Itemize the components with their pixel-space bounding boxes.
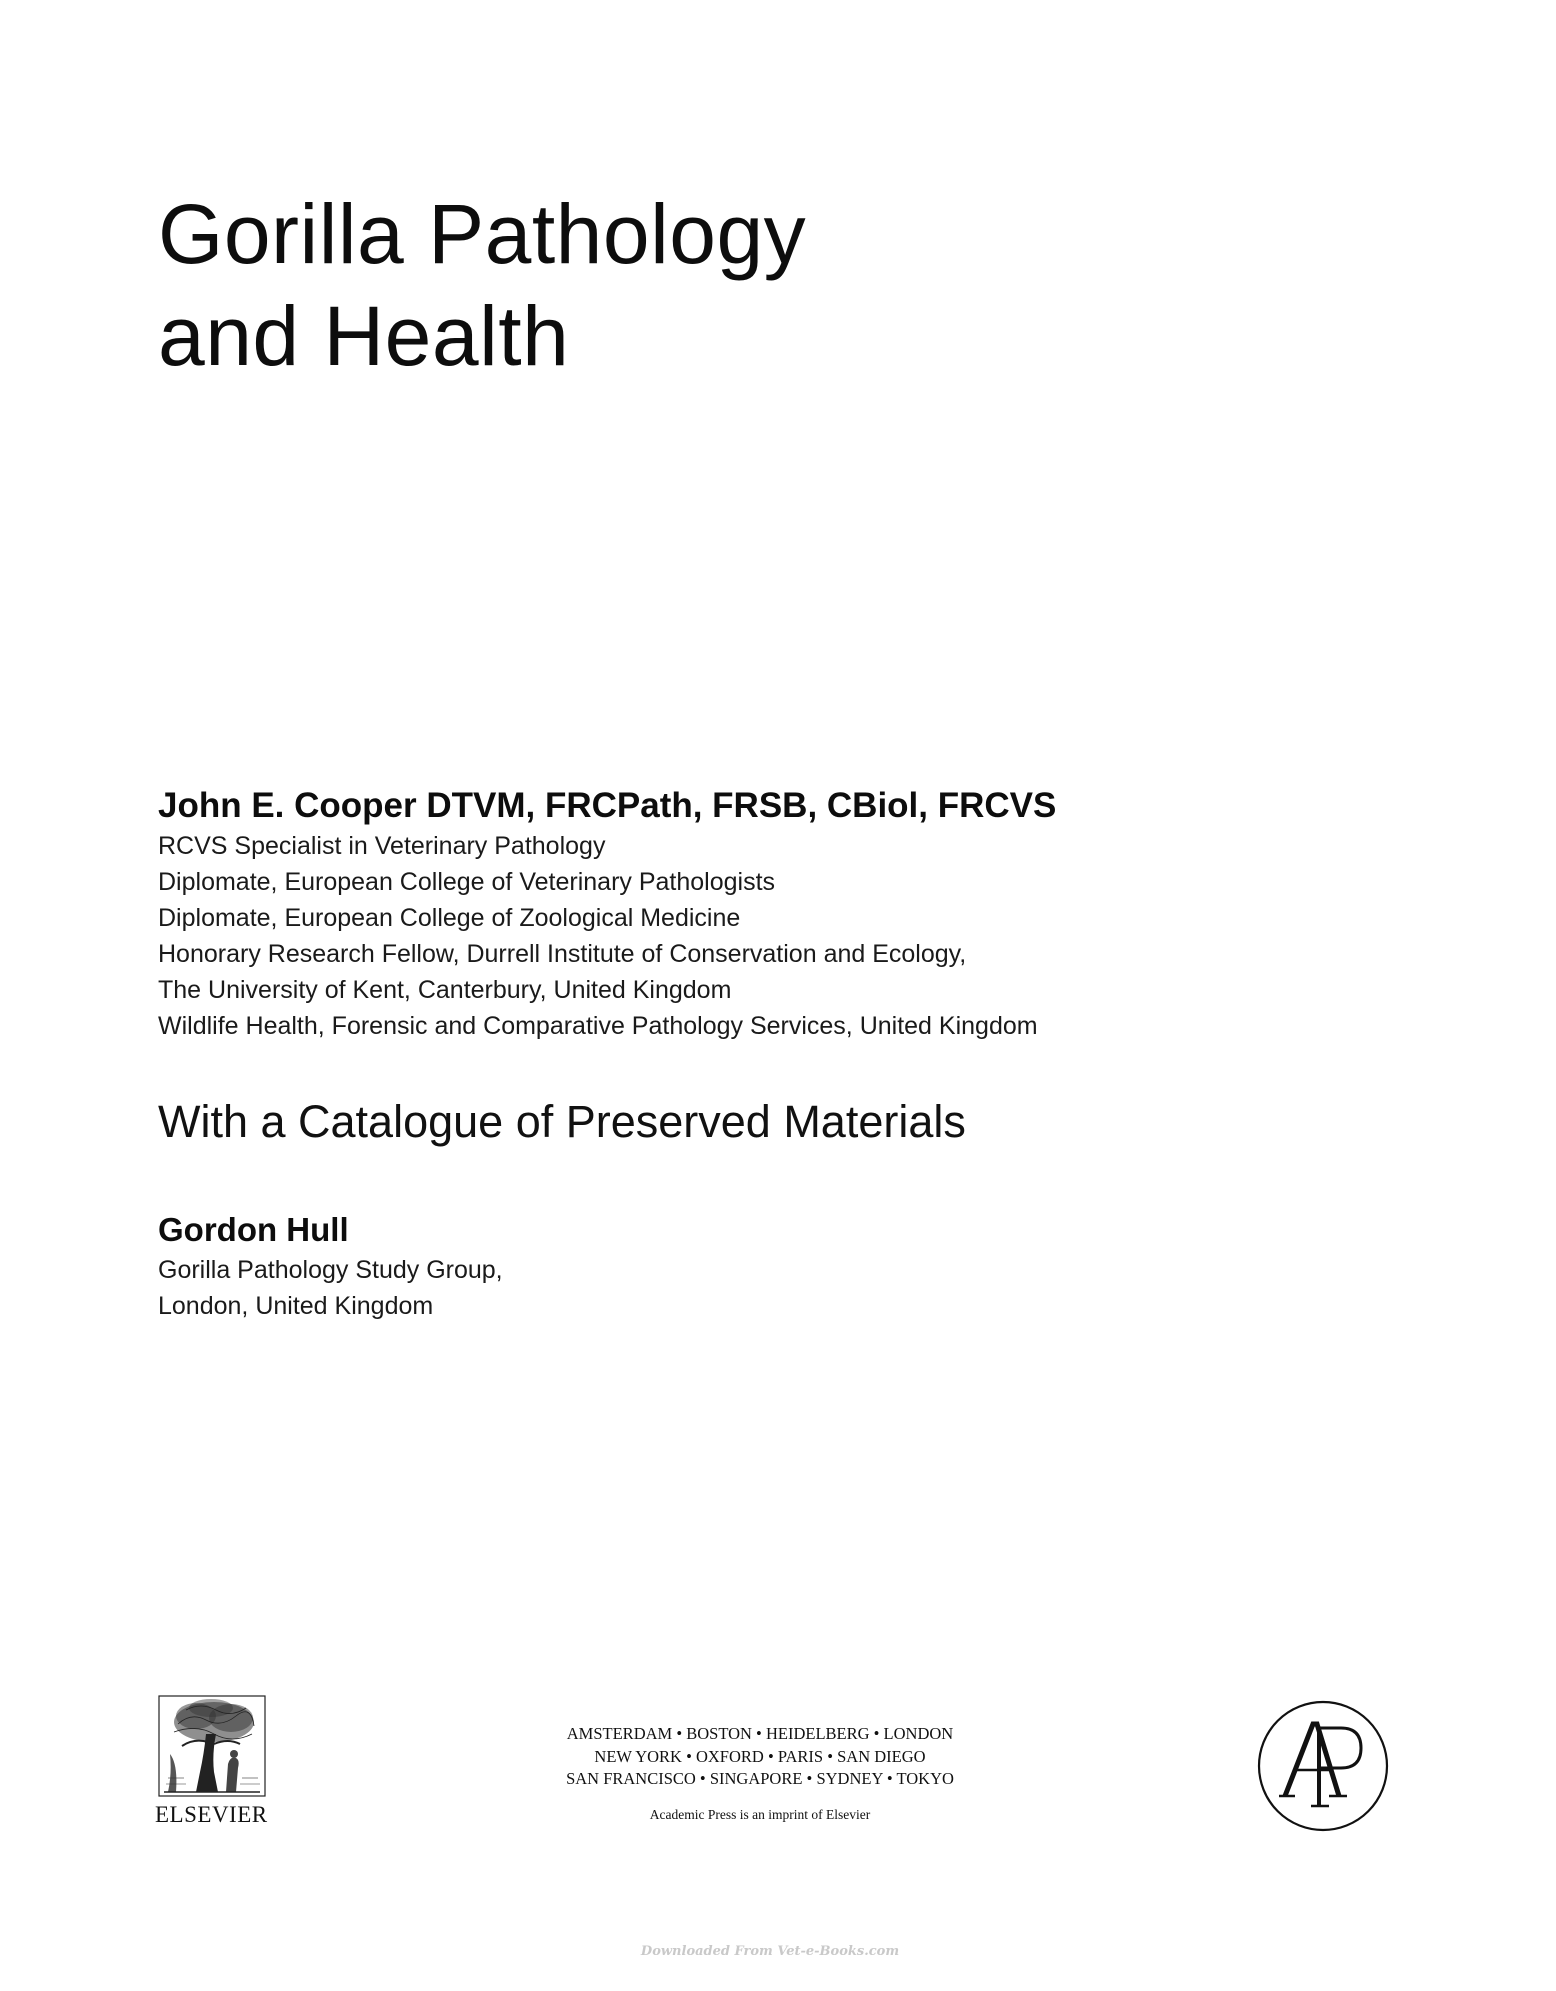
book-title-line-2: and Health [158, 289, 570, 383]
cities-line: SAN FRANCISCO • SINGAPORE • SYDNEY • TOKYO [566, 1769, 954, 1788]
author-affiliation: London, United Kingdom [158, 1292, 434, 1320]
book-title [158, 183, 1258, 387]
secondary-author-block [158, 1208, 1158, 1324]
author-affiliation: Honorary Research Fellow, Durrell Institute of Conservation and Ecology, [158, 940, 967, 968]
author-affiliation: The University of Kent, Canterbury, United Kingdom [158, 976, 732, 1004]
academic-press-ap-icon [1255, 1698, 1391, 1834]
cities-line: AMSTERDAM • BOSTON • HEIDELBERG • LONDON [566, 1724, 954, 1743]
secondary-author-name: Gordon Hull [158, 1211, 349, 1248]
book-title-line-1: Gorilla Pathology [158, 187, 807, 281]
imprint-note: Academic Press is an imprint of Elsevier [649, 1807, 871, 1822]
author-affiliation: RCVS Specialist in Veterinary Pathology [158, 832, 606, 860]
publisher-cities [520, 1723, 1000, 1791]
author-affiliation: Gorilla Pathology Study Group, [158, 1256, 503, 1284]
download-watermark: Downloaded From Vet-e-Books.com [640, 1944, 900, 1959]
author-affiliation: Diplomate, European College of Veterinary Pathologists [158, 868, 776, 896]
cities-line: NEW YORK • OXFORD • PARIS • SAN DIEGO [594, 1746, 926, 1766]
author-affiliation: Diplomate, European College of Zoological Medicine [158, 904, 741, 932]
book-subtitle: With a Catalogue of Preserved Materials [158, 1096, 966, 1147]
author-affiliation: Wildlife Health, Forensic and Comparative Pathology Services, United Kingdom [158, 1012, 1038, 1040]
elsevier-wordmark: ELSEVIER [155, 1802, 268, 1827]
primary-author-block [158, 784, 1458, 1044]
primary-author-name: John E. Cooper DTVM, FRCPath, FRSB, CBiol, FRCVS [158, 786, 1057, 825]
